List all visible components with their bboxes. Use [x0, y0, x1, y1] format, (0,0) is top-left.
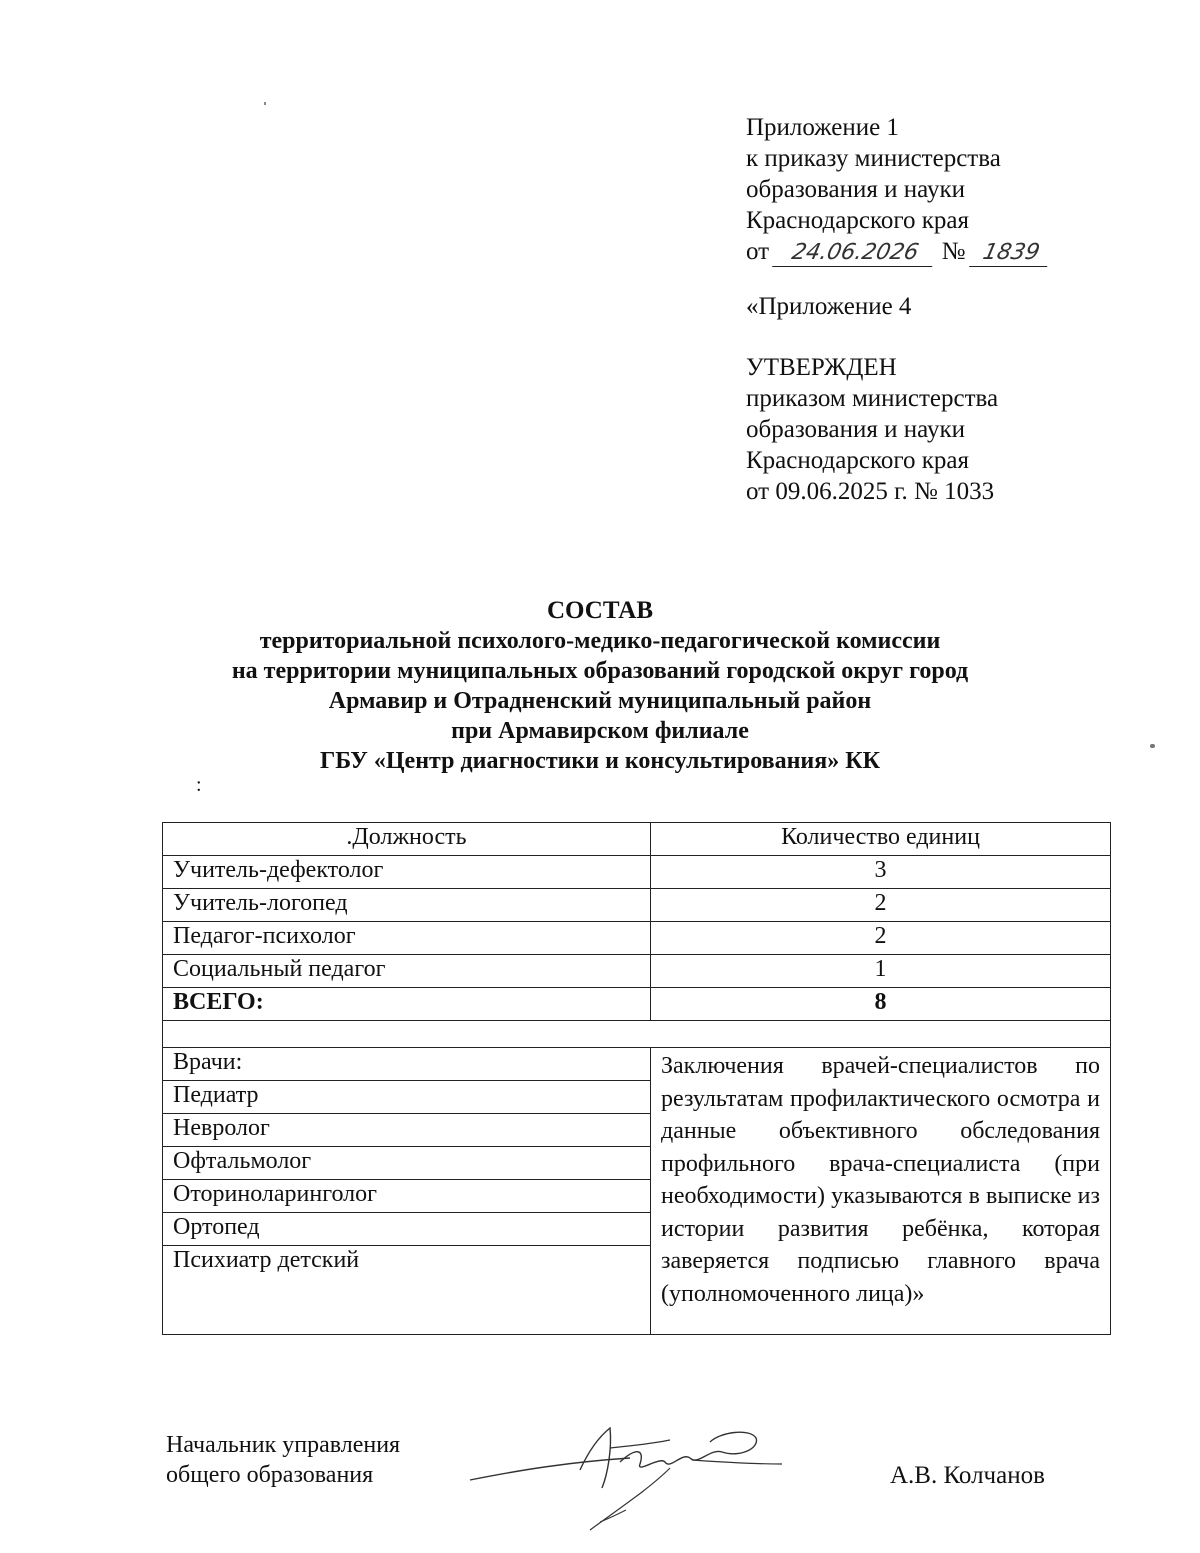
date-prefix: от — [746, 238, 770, 265]
total-value: 8 — [651, 988, 1111, 1021]
appendix-line: к приказу министерства — [746, 145, 1001, 172]
doctor-cell: Психиатр детский — [163, 1246, 651, 1335]
appendix-line: образования и науки — [746, 176, 965, 203]
handwritten-number: 1839 — [969, 240, 1053, 267]
approved-line: УТВЕРЖДЕН — [746, 354, 897, 381]
doctor-cell: Ортопед — [163, 1213, 651, 1246]
signer-name: А.В. Колчанов — [890, 1462, 1045, 1489]
appendix-line: Краснодарского края — [746, 207, 969, 234]
position-cell: Учитель-дефектолог — [163, 856, 651, 889]
number-sign: № — [941, 238, 966, 265]
scan-speck — [264, 102, 266, 105]
position-cell: Социальный педагог — [163, 955, 651, 988]
signer-title-line: общего образования — [166, 1462, 374, 1488]
signer-title — [166, 1430, 400, 1490]
doctor-cell: Педиатр — [163, 1081, 651, 1114]
signer-title-line: Начальник управления — [166, 1432, 401, 1458]
scan-speck — [1150, 744, 1155, 748]
title-line: Армавир и Отрадненский муниципальный район — [328, 688, 872, 714]
title-line: ГБУ «Центр диагностики и консультирования» КК — [319, 748, 881, 774]
doctors-heading: Врачи: — [163, 1048, 651, 1081]
count-cell: 3 — [651, 856, 1111, 889]
doctor-cell: Офтальмолог — [163, 1147, 651, 1180]
staff-table — [162, 822, 1111, 1335]
quote-appendix: «Приложение 4 — [746, 293, 912, 320]
title-line: территориальной психолого-медико-педагогической комиссии — [259, 628, 941, 654]
count-cell: 1 — [651, 955, 1111, 988]
approved-line: приказом министерства — [746, 385, 999, 412]
total-label: ВСЕГО: — [163, 988, 651, 1021]
title-line: на территории муниципальных образований городской округ город — [231, 658, 969, 684]
approved-line: образования и науки — [746, 416, 965, 443]
spacer-row — [163, 1021, 1111, 1048]
handwritten-date: 24.06.2026 — [772, 240, 938, 267]
spacer-cell — [163, 1021, 1111, 1048]
count-cell: 2 — [651, 889, 1111, 922]
total-row — [163, 988, 1111, 1021]
approved-line: Краснодарского края — [746, 447, 969, 474]
doctor-cell: Невролог — [163, 1114, 651, 1147]
table-header-row — [163, 823, 1111, 856]
position-cell: Учитель-логопед — [163, 889, 651, 922]
table-row — [163, 889, 1111, 922]
document-title — [120, 596, 1080, 776]
position-cell: Педагог-психолог — [163, 922, 651, 955]
handwritten-signature — [460, 1418, 800, 1538]
stray-mark: : — [196, 774, 202, 796]
title-line: при Армавирском филиале — [451, 718, 749, 744]
header-position: .Должность — [163, 823, 651, 856]
doctor-row — [163, 1048, 1111, 1081]
approved-line: от 09.06.2025 г. № 1033 — [746, 478, 995, 505]
doctor-cell: Оториноларинголог — [163, 1180, 651, 1213]
count-cell: 2 — [651, 922, 1111, 955]
appendix-header — [746, 112, 1166, 507]
doctors-conclusion: Заключения врачей-специалистов по результатам профилактического осмотра и данные объективного обследования профильного врача-специалиста (при необходимости) указываются в выписке из истории развития ребёнка, которая заверяется подписью главного врача (уполномоченного лица)» — [651, 1048, 1111, 1335]
header-count: Количество единиц — [651, 823, 1111, 856]
appendix-line: Приложение 1 — [746, 114, 899, 141]
table-row — [163, 955, 1111, 988]
table-row — [163, 922, 1111, 955]
title-main: СОСТАВ — [546, 597, 654, 624]
table-row — [163, 856, 1111, 889]
appendix-date-line — [746, 236, 1166, 267]
